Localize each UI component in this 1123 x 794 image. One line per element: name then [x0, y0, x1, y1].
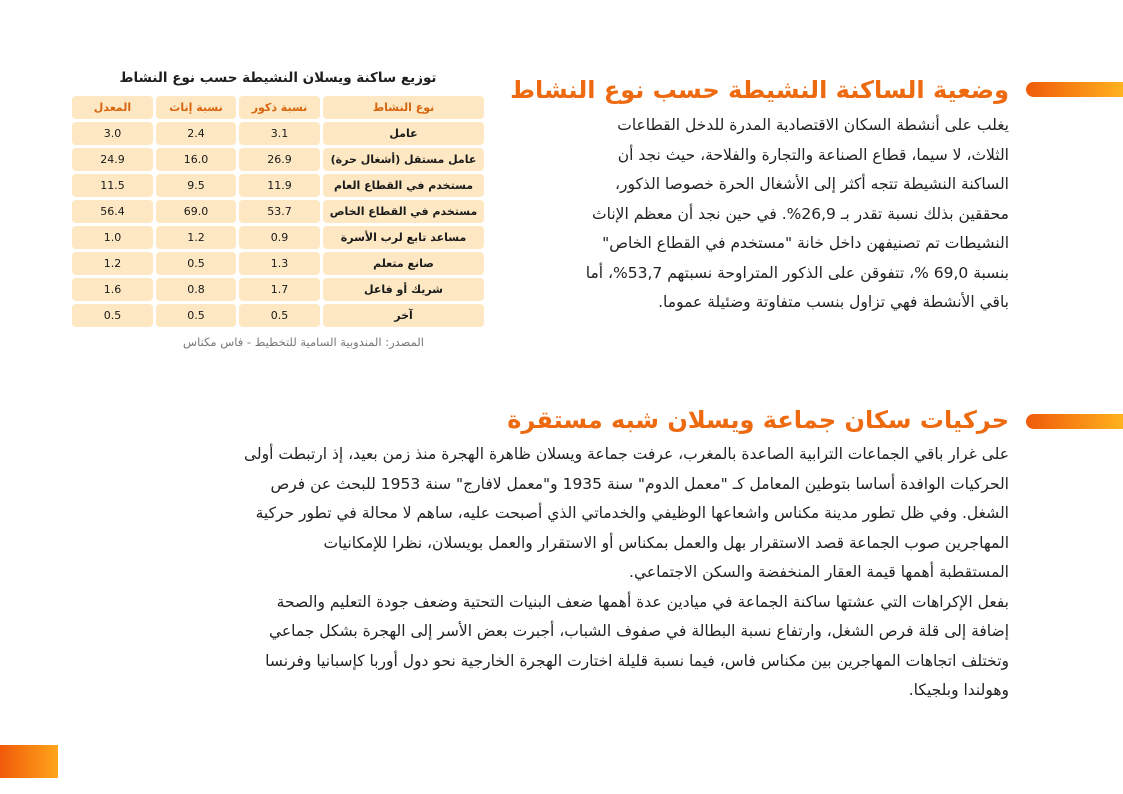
paragraph-line: وهولندا وبلجيكا. [908, 681, 1009, 699]
section1-title: وضعية الساكنة النشيطة حسب نوع النشاط [510, 76, 1009, 104]
paragraph-line: يغلب على أنشطة السكان الاقتصادية المدرة للدخل القطاعات [617, 116, 1009, 134]
cell-activity: مساعد تابع لرب الأسرة [323, 226, 484, 249]
cell-activity: عامل مستقل (أشغال حرة) [323, 148, 484, 171]
cell-activity: شريك أو فاعل [323, 278, 484, 301]
paragraph-line: إضافة إلى قلة فرص الشغل، وارتفاع نسبة البطالة في صفوف الشباب، أجبرت بعض الأسر إلى الهجرة بشكل جماعي [268, 622, 1009, 640]
paragraph-line: المهاجرين صوب الجماعة قصد الاستقرار بهل والعمل بمكناس أو الاستقرار والعمل بويسلان، نظرا للإمكانيات [323, 533, 1009, 552]
cell-male: 1.7 [239, 278, 320, 301]
cell-average: 1.2 [72, 252, 153, 275]
cell-male: 0.9 [239, 226, 320, 249]
paragraph-line: على غرار باقي الجماعات الترابية الصاعدة بالمغرب، عرفت جماعة ويسلان ظاهرة الهجرة منذ زمن بعيد، إذ ارتبطت أولى [243, 445, 1009, 463]
cell-male: 53.7 [239, 200, 320, 223]
header-activity: نوع النشاط [323, 96, 484, 119]
activity-table [72, 96, 484, 327]
paragraph-line: الساكنة النشيطة تتجه أكثر إلى الأشغال الحرة خصوصا الذكور، [614, 175, 1009, 193]
section1-accent-bar [1026, 82, 1123, 97]
table-row [72, 278, 484, 301]
table-title: توزيع ساكنة ويسلان النشيطة حسب نوع النشاط [119, 70, 437, 86]
table-row [72, 148, 484, 171]
table-row [72, 252, 484, 275]
paragraph-line: النشيطات تم تصنيفهن داخل خانة "مستخدم في القطاع الخاص" [602, 234, 1009, 252]
cell-female: 16.0 [156, 148, 236, 171]
cell-female: 9.5 [156, 174, 236, 197]
cell-activity: صانع متعلم [323, 252, 484, 275]
cell-female: 0.5 [156, 252, 236, 275]
paragraph-line: باقي الأنشطة فهي تزاول بنسب متفاوتة وضئيلة عموما. [658, 293, 1009, 311]
paragraph-line: الشغل. وفي ظل تطور مدينة مكناس واشعاعها الوظيفي والخدماتي الذي أصبحت عليه، ساهم لا محالة في تطور حركية [255, 504, 1009, 522]
cell-male: 11.9 [239, 174, 320, 197]
cell-average: 1.0 [72, 226, 153, 249]
cell-average: 0.5 [72, 304, 153, 327]
paragraph-line: بفعل الإكراهات التي عشتها ساكنة الجماعة في ميادين عدة أهمها ضعف البنيات التحتية وضعف جودة التعليم والصحة [276, 592, 1009, 611]
section2-title: حركيات سكان جماعة ويسلان شبه مستقرة [507, 406, 1009, 434]
cell-male: 1.3 [239, 252, 320, 275]
cell-average: 56.4 [72, 200, 153, 223]
cell-male: 0.5 [239, 304, 320, 327]
section2-paragraph [72, 440, 1009, 706]
paragraph-line: محققين بذلك نسبة تقدر بـ 26,9%. في حين نجد أن معظم الإناث [592, 204, 1009, 223]
table-row [72, 174, 484, 197]
paragraph-line: وتختلف اتجاهات المهاجرين بين مكناس فاس، فيما نسبة قليلة اختارت الهجرة الخارجية نحو دول أوربا كإسبانيا وفرنسا [265, 651, 1009, 670]
table-header-row [72, 96, 484, 119]
table-row [72, 226, 484, 249]
cell-activity: مستخدم في القطاع الخاص [323, 200, 484, 223]
cell-average: 11.5 [72, 174, 153, 197]
page-corner-bar [0, 745, 58, 778]
cell-female: 1.2 [156, 226, 236, 249]
cell-activity: مستخدم في القطاع العام [323, 174, 484, 197]
cell-male: 3.1 [239, 122, 320, 145]
header-average: المعدل [72, 96, 153, 119]
paragraph-line: المستقطبة أهمها قيمة العقار المنخفضة والسكن الاجتماعي. [629, 563, 1009, 581]
table-row [72, 304, 484, 327]
paragraph-line: الثلاث، لا سيما، قطاع الصناعة والتجارة والفلاحة، حيث نجد أن [617, 145, 1009, 164]
header-female: نسبة إناث [156, 96, 236, 119]
section2-accent-bar [1026, 414, 1123, 429]
cell-female: 0.8 [156, 278, 236, 301]
cell-female: 2.4 [156, 122, 236, 145]
cell-activity: آخر [323, 304, 484, 327]
table-source: المصدر: المندوبية السامية للتخطيط - فاس مكناس [183, 335, 424, 349]
cell-activity: عامل [323, 122, 484, 145]
cell-female: 69.0 [156, 200, 236, 223]
cell-average: 1.6 [72, 278, 153, 301]
cell-male: 26.9 [239, 148, 320, 171]
cell-average: 24.9 [72, 148, 153, 171]
header-male: نسبة ذكور [239, 96, 320, 119]
table-row [72, 200, 484, 223]
paragraph-line: بنسبة 69,0 %، تتفوقن على الذكور المتراوحة نسبتهم 53,7%، أما [585, 263, 1009, 282]
cell-average: 3.0 [72, 122, 153, 145]
cell-female: 0.5 [156, 304, 236, 327]
section1-paragraph [508, 111, 1009, 318]
table-row [72, 122, 484, 145]
paragraph-line: الحركيات الوافدة أساسا بتوطين المعامل كـ "معمل الدوم" سنة 1935 و"معمل لافارج" سنة 1953 للبحث عن فرص [270, 474, 1009, 493]
